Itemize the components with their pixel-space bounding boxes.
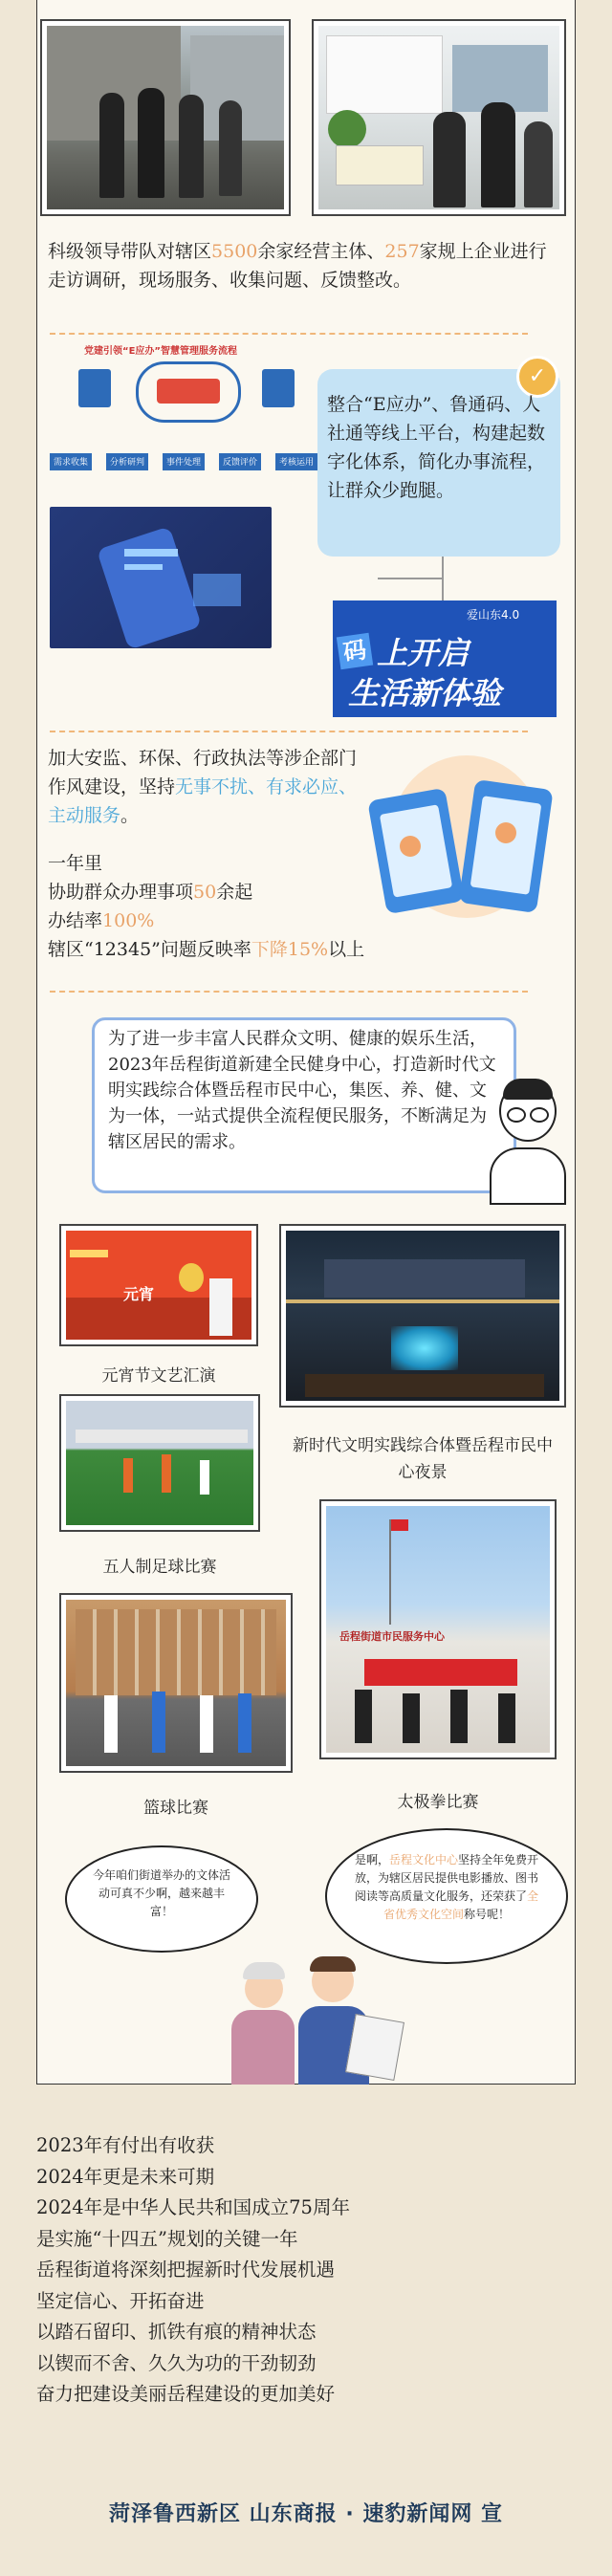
photo-night-view <box>279 1224 566 1408</box>
intro-text: 为了进一步丰富人民群众文明、健康的娱乐生活，2023年岳程街道新建全民健身中心，打造新时代文明实践综合体暨岳程市民中心，集医、养、健、文为一体，一站式提供全流程便民服务，不断满足为辖区居民的需求。 <box>108 1029 496 1152</box>
divider <box>50 991 528 993</box>
basketball-caption: 篮球比赛 <box>143 1799 208 1818</box>
closing-line: 以踏石留印、抓铁有痕的精神状态 <box>36 2321 317 2343</box>
flow-step: 分析研判 <box>106 453 148 470</box>
elderly-couple-illustration <box>216 1951 404 2085</box>
stats-12345: 辖区“12345”问题反映率下降15%以上 <box>48 939 365 960</box>
taichi-caption: 太极拳比赛 <box>397 1793 479 1812</box>
banner-prefix: 码 <box>337 633 373 669</box>
flow-step: 考核运用 <box>275 453 317 470</box>
footer-credit: 菏泽鲁西新区 山东商报 · 速豹新闻网 宣 <box>109 2502 503 2526</box>
photo-taichi <box>319 1499 557 1759</box>
flow-title: 党建引领“E应办”智慧管理服务流程 <box>84 346 237 357</box>
visit-paragraph: 科级领导带队对辖区5500余家经营主体、257家规上企业进行走访调研，现场服务、收集问题、反馈整改。 <box>48 241 547 291</box>
night-caption: 新时代文明实践综合体暨岳程市民中心夜景 <box>293 1436 553 1482</box>
closing-line: 以锲而不舍、久久为功的干劲韧劲 <box>36 2351 317 2374</box>
closing-line: 2023年有付出有收获 <box>36 2134 215 2156</box>
service-paragraph: 加大安监、环保、行政执法等涉企部门作风建设，坚持无事不扰、有求必应、主动服务。 <box>48 748 358 826</box>
divider <box>50 333 528 335</box>
flow-step: 需求收集 <box>50 453 92 470</box>
football-caption: 五人制足球比赛 <box>102 1558 217 1577</box>
flow-step: 反馈评价 <box>219 453 261 470</box>
platform-bubble <box>317 364 560 557</box>
check-icon: ✓ <box>516 356 558 398</box>
closing-line: 2024年更是未来可期 <box>36 2165 215 2188</box>
life-banner <box>333 600 557 717</box>
flow-step: 事件处理 <box>163 453 205 470</box>
banner-line2: 生活新体验 <box>348 675 502 711</box>
photo-visit-street <box>40 19 291 216</box>
connector-line <box>378 578 443 579</box>
stats-rate: 办结率100% <box>48 910 155 931</box>
closing-line: 2024年是中华人民共和国成立75周年 <box>36 2196 350 2218</box>
divider <box>50 731 528 732</box>
lantern-sign: 元宵 <box>123 1285 155 1303</box>
platform-text: 整合“E应办”、鲁通码、人社通等线上平台，构建起数字化体系，简化办事流程，让群众少跑腿。 <box>327 394 546 501</box>
man-avatar <box>490 1081 566 1205</box>
closing-line: 坚定信心、开拓奋进 <box>36 2289 205 2312</box>
photo-lantern-festival <box>59 1224 258 1346</box>
phone-illustration <box>50 507 272 648</box>
photo-basketball <box>59 1593 293 1773</box>
banner-line1: 上开启 <box>377 635 470 671</box>
closing-lines <box>36 2130 350 2411</box>
intro-bubble <box>92 1017 516 1193</box>
closing-line: 奋力把建设美丽岳程建设的更加美好 <box>36 2383 336 2405</box>
taichi-sign: 岳程街道市民服务中心 <box>339 1630 445 1643</box>
closing-line: 岳程街道将深刻把握新时代发展机遇 <box>36 2259 336 2281</box>
flow-diagram <box>50 340 317 474</box>
speech-bubble-left <box>65 1845 258 1953</box>
closing-line: 是实施“十四五”规划的关键一年 <box>36 2227 298 2250</box>
lantern-caption: 元宵节文艺汇演 <box>101 1366 216 1386</box>
photo-visit-office <box>312 19 566 216</box>
speech-left-text: 今年咱们街道举办的文体活动可真不少啊，越来越丰富！ <box>92 1868 230 1918</box>
stats-year: 一年里 <box>48 853 103 874</box>
stats-items: 协助群众办理事项50余起 <box>48 882 253 903</box>
speech-bubble-right: 是啊，岳程文化中心坚持全年免费开放，为辖区居民提供电影播放、图书阅读等高质量文化服务，还荣获了全省优秀文化空间称号呢！ <box>325 1828 568 1964</box>
photo-football <box>59 1394 260 1532</box>
banner-tag: 爱山东4.0 <box>467 608 520 622</box>
phone-chat-illustration <box>371 755 557 943</box>
